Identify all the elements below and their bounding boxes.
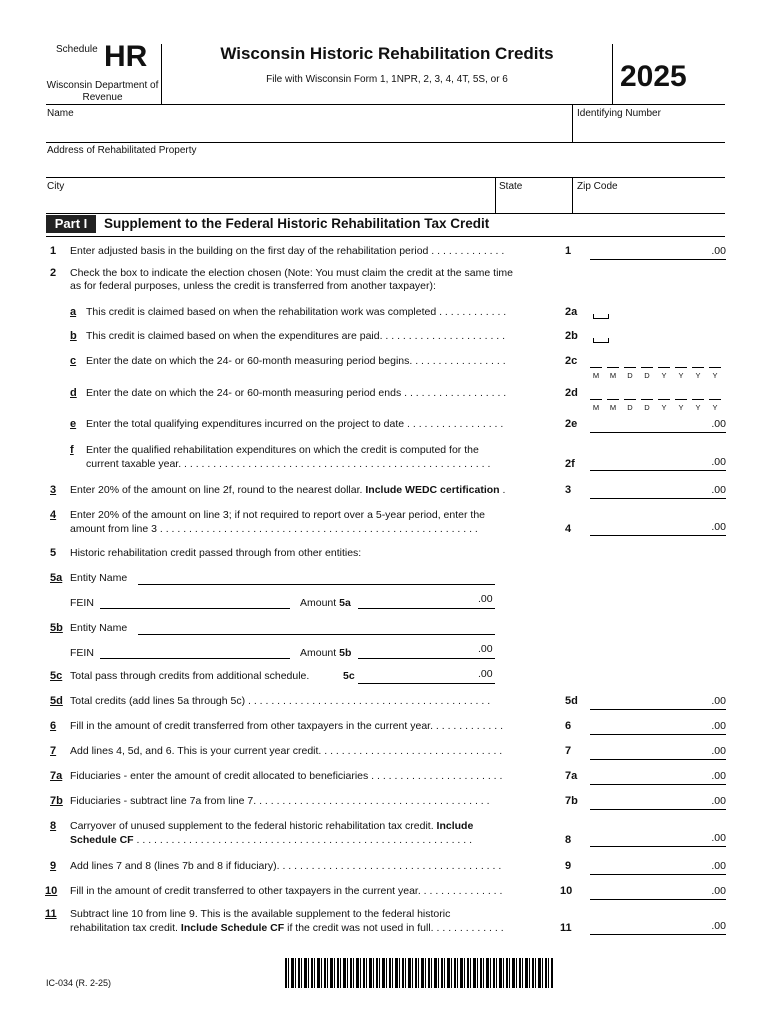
id-number-field[interactable] <box>573 120 725 142</box>
part-title: Supplement to the Federal Historic Rehabilitation Tax Credit <box>104 216 490 231</box>
line-text: Enter the date on which the 24- or 60-month measuring period ends . . . . . . . . . . . . . . . . . . <box>86 387 507 399</box>
part-label-text: Part I <box>54 216 88 231</box>
amount-cents: .00 <box>711 521 726 533</box>
line-number: 3 <box>50 484 57 496</box>
amount-code: 5b <box>339 647 352 659</box>
line-text-2: amount from line 3 . . . . . . . . . . . . . . . . . . . . . . . . . . . . . . . . . . . . . . . . . . . . . . . . . . . . . . . <box>70 523 478 535</box>
date-part-label: Y <box>661 371 667 380</box>
line-number: 6 <box>50 720 57 732</box>
line-text-plain: Carryover of unused supplement to the federal historic rehabilitation tax credit. <box>70 820 434 832</box>
amount-cents: .00 <box>478 668 493 680</box>
part-label <box>46 215 96 233</box>
line-text-plain: . . . . . . . . . . . . . . . . . . . . . . . . . . . . . . . . . . . . . . . . . . . . . . . . . . . . . . . . . . <box>136 834 473 846</box>
amount-cents: .00 <box>478 593 493 605</box>
line-text <box>70 484 505 496</box>
agency-name: Wisconsin Department of Revenue <box>46 80 159 103</box>
line-text-2 <box>70 834 472 846</box>
line-text: Fill in the amount of credit transferred from other taxpayers in the current year. . . . . . . . . . . . . <box>70 720 504 732</box>
name-field[interactable] <box>46 120 571 142</box>
schedule-code: HR <box>104 40 148 73</box>
line-code: 2a <box>565 306 578 318</box>
line-number: b <box>70 330 77 342</box>
line-1-amount-field[interactable] <box>590 245 726 260</box>
entity-name-label: Entity Name <box>70 572 128 584</box>
line-code: 1 <box>565 245 572 257</box>
id-number-label: Identifying Number <box>577 108 661 119</box>
line-2f-amount-field[interactable] <box>590 456 726 471</box>
line-number: 1 <box>50 245 57 257</box>
line-number: 7 <box>50 745 57 757</box>
line-3-amount-field[interactable] <box>590 484 726 499</box>
entity-name-label: Entity Name <box>70 622 128 634</box>
amount-cents: .00 <box>711 456 726 468</box>
amount-label <box>300 647 351 659</box>
line-text-2 <box>70 922 504 934</box>
line-text: This credit is claimed based on when the rehabilitation work was completed . . . . . . . . . . . . <box>86 306 507 318</box>
line-text: Fill in the amount of credit transferred to other taxpayers in the current year. . . . . . . . . . . . . . . <box>70 885 503 897</box>
line-text: Enter the date on which the 24- or 60-month measuring period begins. . . . . . . . . . . . . . . . . <box>86 355 506 367</box>
line-code: 7a <box>565 770 578 782</box>
address-field-label: Address of Rehabilitated Property <box>47 145 197 156</box>
line-code: 2d <box>565 387 578 399</box>
line-text: Add lines 4, 5d, and 6. This is your current year credit. . . . . . . . . . . . . . . . . . . . . . . . . . . . . . . . <box>70 745 503 757</box>
line-code: 7b <box>565 795 578 807</box>
line-code: 2f <box>565 458 575 470</box>
line-number: 4 <box>50 509 57 521</box>
line-code: 10 <box>560 885 573 897</box>
date-part-label: M <box>609 403 617 412</box>
date-part-label: M <box>592 403 600 412</box>
amount-cents: .00 <box>711 484 726 496</box>
amount-cents: .00 <box>711 745 726 757</box>
line-code: 9 <box>565 860 572 872</box>
form-subtitle: File with Wisconsin Form 1, 1NPR, 2, 3, 4, 4T, 5S, or 6 <box>266 74 508 85</box>
line-text-plain: rehabilitation tax credit. <box>70 922 178 934</box>
line-code: 5d <box>565 695 578 707</box>
amount-label-text: Amount <box>300 597 337 609</box>
line-code: 11 <box>560 922 572 934</box>
line-4-amount-field[interactable] <box>590 521 726 536</box>
line-number: 7b <box>50 795 63 807</box>
line-text: Fiduciaries - subtract line 7a from line 7. . . . . . . . . . . . . . . . . . . . . . . . . . . . . . . . . . . . . . . . . <box>70 795 490 807</box>
line-number: 2 <box>50 267 57 279</box>
date-part-label: Y <box>712 403 718 412</box>
line-number: 10 <box>45 885 58 897</box>
date-part-label: Y <box>695 371 701 380</box>
line-number: 9 <box>50 860 57 872</box>
amount-label <box>300 597 351 609</box>
fein-label: FEIN <box>70 647 94 659</box>
line-5b-fein-field[interactable] <box>100 658 290 659</box>
line-text: Enter adjusted basis in the building on the first day of the rehabilitation period . . . . . . . . . . . . . <box>70 245 505 257</box>
line-code: 2c <box>565 355 578 367</box>
schedule-label: Schedule <box>56 44 98 55</box>
line-text-tail: . <box>502 484 506 496</box>
line-5a-amount-field[interactable] <box>358 608 495 609</box>
line-text: Add lines 7 and 8 (lines 7b and 8 if fiduciary). . . . . . . . . . . . . . . . . . . . . . . . . . . . . . . . . . . . . . . <box>70 860 502 872</box>
name-row-top <box>46 104 725 105</box>
line-text-2: current taxable year. . . . . . . . . . . . . . . . . . . . . . . . . . . . . . . . . . . . . . . . . . . . . . . . . . . . . . <box>86 458 491 470</box>
line-text-bold: Include Schedule CF <box>180 922 285 934</box>
line-code: 6 <box>565 720 572 732</box>
line-number: f <box>70 444 74 456</box>
line-5a-fein-field[interactable] <box>100 608 290 609</box>
line-number: 11 <box>45 908 57 920</box>
name-field-label: Name <box>47 108 74 119</box>
line-text: Subtract line 10 from line 9. This is the available supplement to the federal historic <box>70 908 451 920</box>
zip-field-label: Zip Code <box>577 181 618 192</box>
line-text: Historic rehabilitation credit passed through from other entities: <box>70 547 362 559</box>
line-text-bold: Schedule CF <box>70 834 134 846</box>
line-2e-amount-field[interactable] <box>590 418 726 433</box>
line-text: Enter the qualified rehabilitation expenditures on which the credit is computed for the <box>86 444 479 456</box>
date-part-label: D <box>644 371 650 380</box>
line-5c-amount-field[interactable] <box>358 683 495 684</box>
line-code: 2e <box>565 418 578 430</box>
date-part-label: Y <box>712 371 718 380</box>
line-number: d <box>70 387 77 399</box>
line-text: Total credits (add lines 5a through 5c) . . . . . . . . . . . . . . . . . . . . . . . . . . . . . . . . . . . . . . . . . . <box>70 695 491 707</box>
amount-cents: .00 <box>478 643 493 655</box>
line-code: 7 <box>565 745 572 757</box>
zip-field[interactable] <box>573 192 725 212</box>
line-text: Fiduciaries - enter the amount of credit allocated to beneficiaries . . . . . . . . . . . . . . . . . . . . . . . <box>70 770 503 782</box>
address-field[interactable] <box>46 157 725 177</box>
form-id: IC-034 (R. 2-25) <box>46 978 112 988</box>
line-text-plain: Enter 20% of the amount on line 2f, round to the nearest dollar. <box>70 484 363 496</box>
line-code: 4 <box>565 523 572 535</box>
date-part-label: Y <box>661 403 667 412</box>
amount-code: 5a <box>339 597 351 609</box>
date-part-label: D <box>627 371 633 380</box>
state-field-label: State <box>499 181 523 192</box>
line-2a-checkbox[interactable] <box>593 314 609 319</box>
city-field-label: City <box>47 181 65 192</box>
date-part-label: D <box>644 403 650 412</box>
line-text <box>70 820 473 832</box>
form-title: Wisconsin Historic Rehabilitation Credits <box>220 44 554 63</box>
barcode-image <box>285 958 553 988</box>
address-row-top <box>46 142 725 143</box>
header-divider-right <box>612 44 613 104</box>
line-2b-checkbox[interactable] <box>593 338 609 343</box>
line-text: This credit is claimed based on when the expenditures are paid. . . . . . . . . . . . . . . . . . . . . . <box>86 330 506 342</box>
line-text-bold: Include <box>436 820 474 832</box>
date-part-label: D <box>627 403 633 412</box>
line-code: 2b <box>565 330 578 342</box>
date-part-label: Y <box>695 403 701 412</box>
amount-cents: .00 <box>711 795 726 807</box>
state-field[interactable] <box>496 192 571 212</box>
amount-cents: .00 <box>711 885 726 897</box>
line-number: c <box>70 355 77 367</box>
amount-cents: .00 <box>711 695 726 707</box>
amount-cents: .00 <box>711 920 726 932</box>
line-number: e <box>70 418 77 430</box>
line-5b-amount-field[interactable] <box>358 658 495 659</box>
line-10-amount-field[interactable] <box>590 885 726 900</box>
line-number: a <box>70 306 77 318</box>
amount-cents: .00 <box>711 860 726 872</box>
line-code: 3 <box>565 484 572 496</box>
city-row-bottom <box>46 213 725 214</box>
line-5b-entity-name-field[interactable] <box>138 634 495 635</box>
fein-label: FEIN <box>70 597 94 609</box>
line-text-bold: Include WEDC certification <box>365 484 500 496</box>
line-code: 8 <box>565 834 572 846</box>
city-field[interactable] <box>46 192 494 212</box>
line-8-amount-field[interactable] <box>590 832 726 847</box>
line-number: 7a <box>50 770 63 782</box>
date-part-label: Y <box>678 371 684 380</box>
line-text-2: as for federal purposes, unless the credit is transferred from another taxpayer): <box>70 280 436 292</box>
city-row-top <box>46 177 725 178</box>
amount-cents: .00 <box>711 720 726 732</box>
line-11-amount-field[interactable] <box>590 920 726 935</box>
line-7-amount-field[interactable] <box>590 745 726 760</box>
line-number: 5d <box>50 695 63 707</box>
line-text: Check the box to indicate the election chosen (Note: You must claim the credit at the same time <box>70 267 513 279</box>
line-text-plain: if the credit was not used in full. . . . . . . . . . . . . <box>287 922 504 934</box>
line-text: Total pass through credits from additional schedule. <box>70 670 310 682</box>
amount-cents: .00 <box>711 418 726 430</box>
line-5d-amount-field[interactable] <box>590 695 726 710</box>
line-5a-entity-name-field[interactable] <box>138 584 495 585</box>
line-text: Enter the total qualifying expenditures incurred on the project to date . . . . . . . . . . . . . . . . . <box>86 418 504 430</box>
line-text: Enter 20% of the amount on line 3; if not required to report over a 5-year period, enter the <box>70 509 485 521</box>
line-number: 5a <box>50 572 63 584</box>
line-6-amount-field[interactable] <box>590 720 726 735</box>
line-7b-amount-field[interactable] <box>590 795 726 810</box>
amount-cents: .00 <box>711 245 726 257</box>
date-part-label: M <box>592 371 600 380</box>
tax-year: 2025 <box>620 60 687 93</box>
date-part-label: Y <box>678 403 684 412</box>
date-part-label: M <box>609 371 617 380</box>
part-rule <box>46 236 725 237</box>
line-number: 8 <box>50 820 57 832</box>
line-number: 5c <box>50 670 63 682</box>
line-number: 5b <box>50 622 63 634</box>
amount-label-text: Amount <box>300 647 337 659</box>
line-code-inline: 5c <box>343 670 355 682</box>
line-7a-amount-field[interactable] <box>590 770 726 785</box>
amount-cents: .00 <box>711 832 726 844</box>
amount-cents: .00 <box>711 770 726 782</box>
line-9-amount-field[interactable] <box>590 860 726 875</box>
line-number: 5 <box>50 547 57 559</box>
